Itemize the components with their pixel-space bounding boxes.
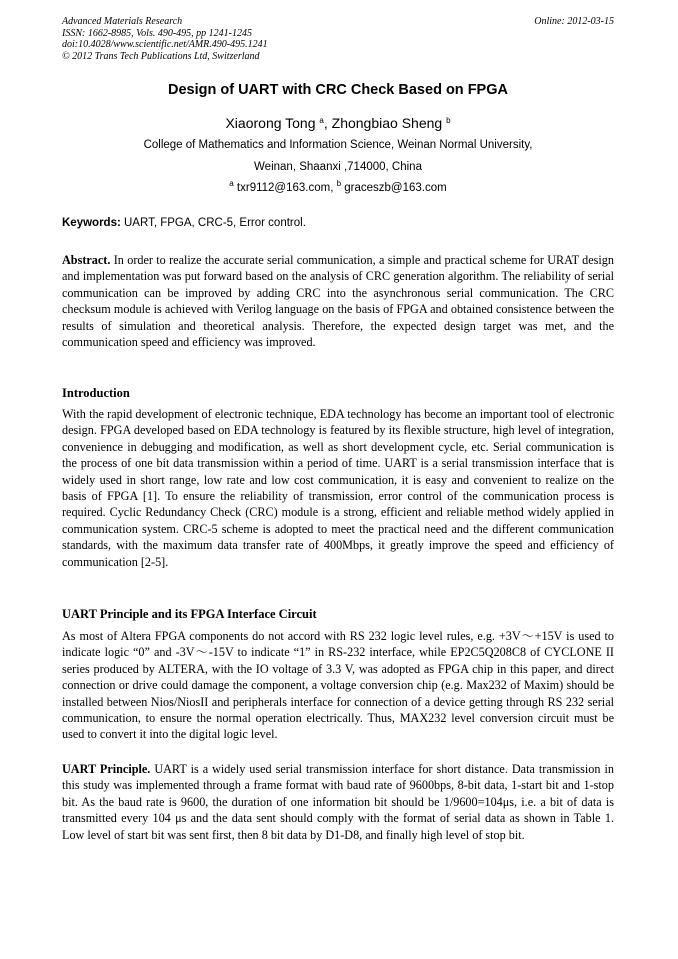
- email-a: txr9112@163.com,: [233, 182, 337, 194]
- online-date: Online: 2012-03-15: [534, 16, 614, 27]
- affiliation-line-2: Weinan, Shaanxi ,714000, China: [254, 161, 422, 173]
- issn-line: ISSN: 1662-8985, Vols. 490-495, pp 1241-1245: [62, 27, 252, 39]
- author-2: , Zhongbiao Sheng: [323, 115, 447, 131]
- doi-line: doi:10.4028/www.scientific.net/AMR.490-495.1241: [62, 39, 268, 50]
- abstract-text: In order to realize the accurate serial communication, a simple and practical scheme for URAT design and implementation was put forward based on the analysis of CRC generation algorithm. The reliability of serial communication can be improved by adding CRC into the asynchronous serial communication. The CRC checksum module is achieved with Verilog language on the basis of FPGA and obtained consistence between the results of simulation and theoretical analysis. Therefore, the expected design target was met, and the communication speed and efficiency was improved.: [62, 253, 614, 350]
- journal-header: [62, 16, 614, 62]
- paper-title: Design of UART with CRC Check Based on FPGA: [168, 82, 508, 98]
- uart-section-paragraph: As most of Altera FPGA components do not accord with RS 232 logic level rules, e.g. +3V～+15V is used to indicate logic “0” and -3V～-15V to indicate “1” in RS-232 interface, while EP2C5Q208C8 of CYCLONE II series produced by ALTERA, with the IO voltage of 3.3 V, was adopted as FPGA chip in this paper, and direct connection or drive could damage the component, a voltage conversion chip (e.g. Max232 of Maxim) should be installed between Nios/NiosII and peripherals interface for connection of a device getting through RS 232 serial communication, to ensure the normal operation electrically. Thus, MAX232 level conversion circuit must be used to convert it into the digital logic level.: [62, 629, 614, 742]
- author-1: Xiaorong Tong: [225, 115, 320, 131]
- email-line: [62, 181, 614, 196]
- abstract-paragraph: [62, 252, 614, 350]
- uart-principle-paragraph: [62, 761, 614, 843]
- introduction-heading: Introduction: [62, 386, 130, 400]
- journal-name: Advanced Materials Research: [62, 16, 183, 27]
- uart-section-heading: UART Principle and its FPGA Interface Circuit: [62, 607, 317, 621]
- introduction-paragraph: With the rapid development of electronic technique, EDA technology has become an important tool of electronic design. FPGA developed based on EDA technology is featured by its flexible structure, high level of integration, convenience in debugging and modification, as well as short development cycle, etc. Serial communication is the process of one bit data transmission within a period of time. UART is a serial transmission interface that is widely used in short range, low rate and low cost communication, it is easy and convenient to realize on the basis of FPGA [1]. To ensure the reliability of transmission, error control of the communication process is required. Cyclic Redundancy Check (CRC) module is a strong, efficient and reliable method widely applied in communication system. CRC-5 scheme is adopted to meet the practical need and the different communication standards, with the maximum data transfer rate of 400Mbps, it greatly improve the speed and efficiency of communication [2-5].: [62, 407, 614, 569]
- author-1-marker: a: [319, 116, 324, 125]
- author-line: [62, 114, 614, 132]
- email-b-marker: b: [336, 179, 342, 188]
- email-b: graceszb@163.com: [341, 182, 447, 194]
- keywords-label: Keywords:: [62, 217, 121, 229]
- abstract-label: Abstract.: [62, 253, 111, 267]
- uart-principle-label: UART Principle.: [62, 762, 151, 776]
- affiliation-line-1: College of Mathematics and Information Science, Weinan Normal University,: [143, 139, 533, 151]
- copyright-line: © 2012 Trans Tech Publications Ltd, Switzerland: [62, 50, 260, 62]
- keywords-text: UART, FPGA, CRC-5, Error control.: [120, 217, 306, 229]
- author-2-marker: b: [446, 116, 451, 125]
- email-a-marker: a: [229, 179, 234, 188]
- keywords: [62, 216, 614, 231]
- uart-principle-text: UART is a widely used serial transmission interface for short distance. Data transmission in this study was implemented through a frame format with baud rate of 9600bps, 8-bit data, 1-start bit and 1-stop bit. As the baud rate is 9600, the duration of one information bit should be 1/9600=104μs, i.e. a bit of data is transmitted every 104 μs and the data sent should comply with the format of serial data as shown in Table 1. Low level of start bit was sent first, then 8 bit data by D1-D8, and finally high level of stop bit.: [62, 762, 614, 842]
